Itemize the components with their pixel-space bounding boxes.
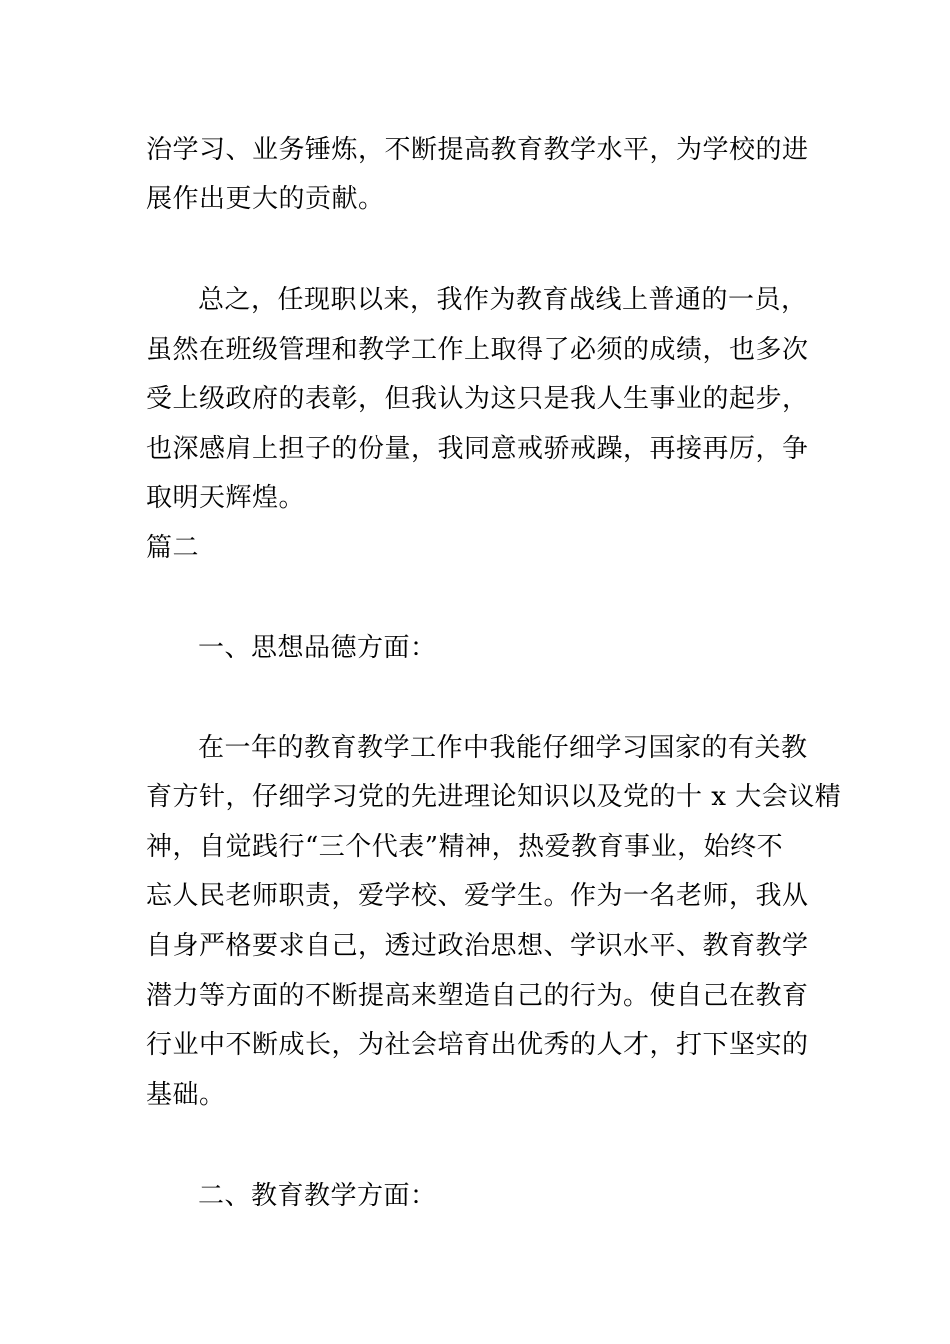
section-heading: 篇二 xyxy=(146,533,200,563)
text-line: 受上级政府的表彰，但我认为这只是我人生事业的起步， xyxy=(146,384,809,414)
section-heading: 一、思想品德方面： xyxy=(198,633,437,663)
text-line: 育方针，仔细学习党的先进理论知识以及党的十 x 大会议精 xyxy=(146,782,842,812)
text-line: 展作出更大的贡献。 xyxy=(146,184,385,214)
text-line: 治学习、业务锤炼，不断提高教育教学水平，为学校的进 xyxy=(146,135,809,165)
text-line: 神，自觉践行“三个代表”精神，热爱教育事业，始终不 xyxy=(146,832,784,862)
text-line: 也深感肩上担子的份量，我同意戒骄戒躁，再接再厉，争 xyxy=(146,434,809,464)
section-heading: 二、教育教学方面： xyxy=(198,1181,437,1211)
text-line: 基础。 xyxy=(146,1080,226,1110)
text-line: 取明天辉煌。 xyxy=(146,483,306,513)
text-line: 在一年的教育教学工作中我能仔细学习国家的有关教 xyxy=(198,733,808,763)
text-line: 总之，任现职以来，我作为教育战线上普通的一员， xyxy=(198,285,808,315)
text-line: 忘人民老师职责，爱学校、爱学生。作为一名老师，我从 xyxy=(146,881,809,911)
text-line: 潜力等方面的不断提高来塑造自己的行为。使自己在教育 xyxy=(146,981,809,1011)
text-line: 虽然在班级管理和教学工作上取得了必须的成绩，也多次 xyxy=(146,335,809,365)
text-line: 行业中不断成长，为社会培育出优秀的人才，打下坚实的 xyxy=(146,1030,809,1060)
text-line: 自身严格要求自己，透过政治思想、学识水平、教育教学 xyxy=(146,931,809,961)
